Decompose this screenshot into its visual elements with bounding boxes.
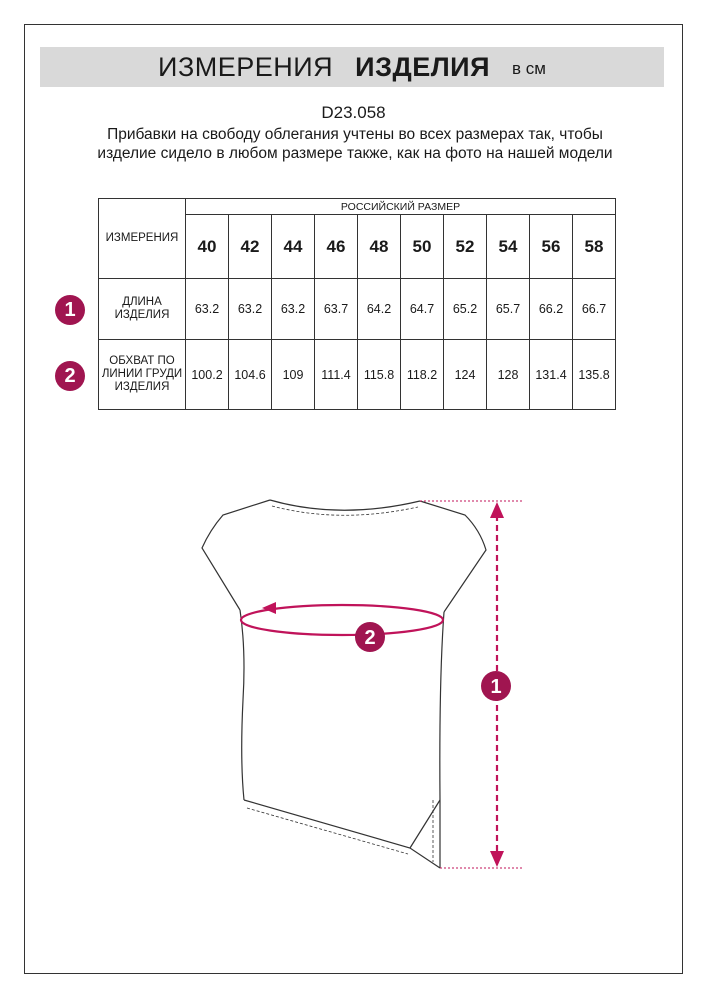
table-cell: 66.7 xyxy=(573,279,616,340)
table-cell: 111.4 xyxy=(315,340,358,410)
size-header: 48 xyxy=(358,215,401,279)
table-cell: 109 xyxy=(272,340,315,410)
size-header: 42 xyxy=(229,215,272,279)
size-header: 40 xyxy=(186,215,229,279)
table-cell: 63.7 xyxy=(315,279,358,340)
table-cell: 65.2 xyxy=(444,279,487,340)
table-cell: 100.2 xyxy=(186,340,229,410)
fit-note: Прибавки на свободу облегания учтены во всех размерах так, чтобы изделие сидело в любом размере также, как на фото на нашей модели xyxy=(97,126,613,162)
table-cell: 104.6 xyxy=(229,340,272,410)
size-header: 56 xyxy=(530,215,573,279)
corner-label: ИЗМЕРЕНИЯ xyxy=(99,199,186,279)
length-marker-label: 1 xyxy=(490,676,502,698)
size-header: 50 xyxy=(401,215,444,279)
chest-badge: 2 xyxy=(55,361,85,391)
size-system-label: РОССИЙСКИЙ РАЗМЕР xyxy=(186,199,616,215)
table-cell: 63.2 xyxy=(186,279,229,340)
chest-measure-line xyxy=(241,602,443,635)
table-cell: 66.2 xyxy=(530,279,573,340)
table-cell: 63.2 xyxy=(229,279,272,340)
table-cell: 65.7 xyxy=(487,279,530,340)
table-cell: 64.7 xyxy=(401,279,444,340)
size-header: 52 xyxy=(444,215,487,279)
article-code: D23.058 xyxy=(321,103,386,122)
title-regular: ИЗМЕРЕНИЯ xyxy=(158,51,334,82)
title-unit: в см xyxy=(512,59,546,78)
table-cell: 115.8 xyxy=(358,340,401,410)
table-cell: 128 xyxy=(487,340,530,410)
size-header: 54 xyxy=(487,215,530,279)
chest-marker-label: 2 xyxy=(364,627,376,649)
size-header: 58 xyxy=(573,215,616,279)
length-badge: 1 xyxy=(55,295,85,325)
table-cell: 135.8 xyxy=(573,340,616,410)
table-cell: 64.2 xyxy=(358,279,401,340)
table-cell: 118.2 xyxy=(401,340,444,410)
table-cell: 124 xyxy=(444,340,487,410)
size-header: 46 xyxy=(315,215,358,279)
row-label-length: ДЛИНА ИЗДЕЛИЯ xyxy=(99,279,186,340)
top-outline xyxy=(202,500,486,868)
row-label-chest: ОБХВАТ ПО ЛИНИИ ГРУДИ ИЗДЕЛИЯ xyxy=(99,340,186,410)
table-cell: 63.2 xyxy=(272,279,315,340)
size-header: 44 xyxy=(272,215,315,279)
title-bold: ИЗДЕЛИЯ xyxy=(355,51,490,82)
table-cell: 131.4 xyxy=(530,340,573,410)
